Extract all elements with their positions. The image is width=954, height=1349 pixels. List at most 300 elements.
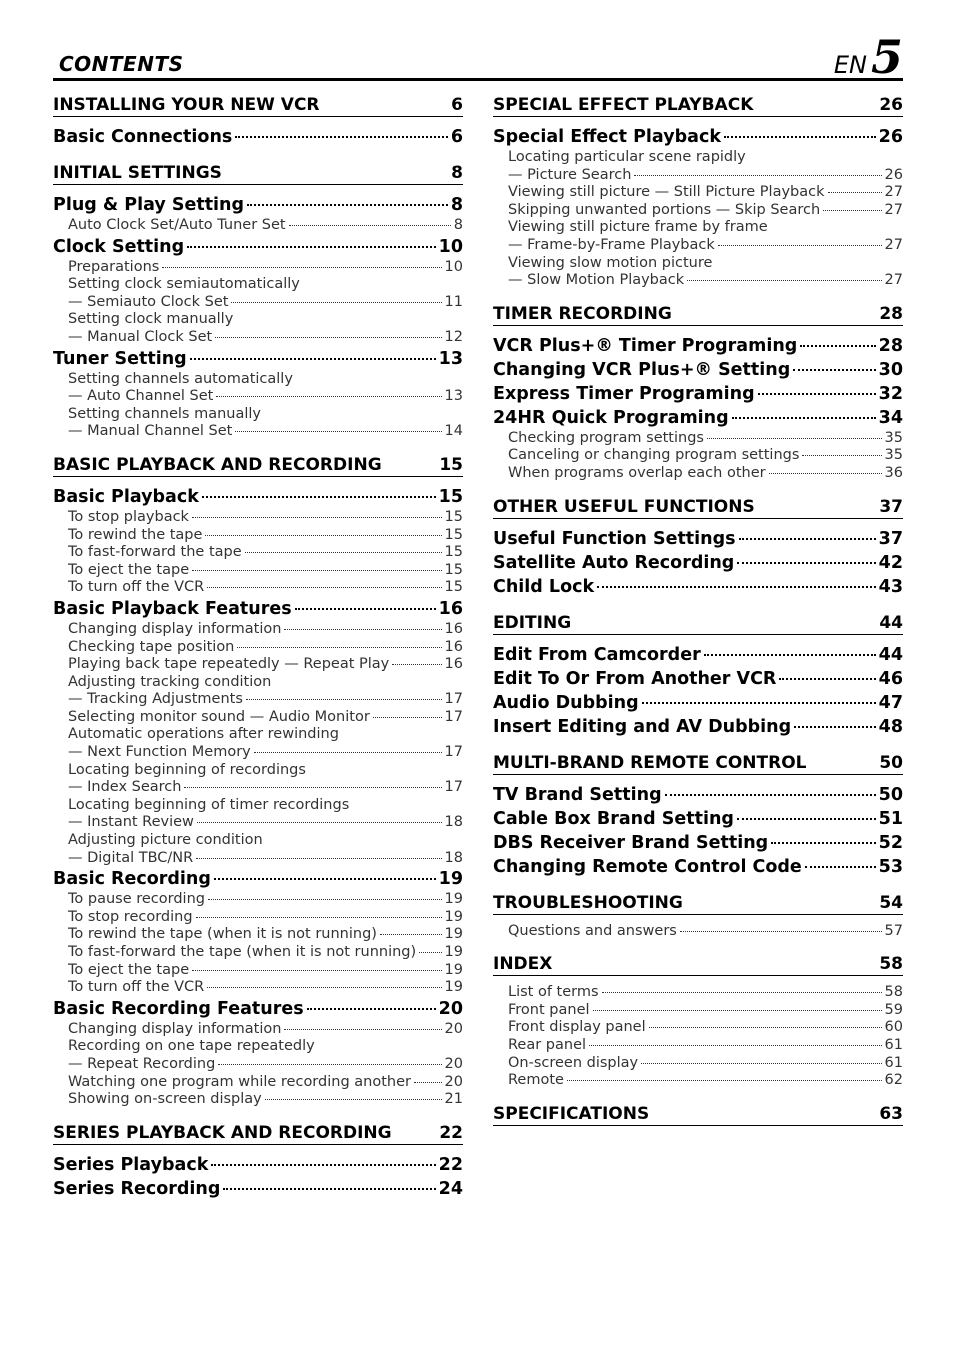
toc-subentry-text (493, 255, 903, 273)
toc-subentry[interactable] (493, 1002, 903, 1020)
entry-title: 24HR Quick Programing (493, 407, 729, 428)
entry-page-number: 16 (444, 656, 463, 673)
toc-column-right (493, 95, 903, 1140)
toc-column-left (53, 95, 463, 1215)
entry-page-number: 35 (884, 447, 903, 464)
section-title: SPECIAL EFFECT PLAYBACK (493, 95, 754, 115)
section-title: BASIC PLAYBACK AND RECORDING (53, 454, 382, 475)
toc-subentry-text (493, 149, 903, 167)
dot-leader (184, 787, 441, 788)
entry-title: — Digital TBC/NR (68, 849, 194, 866)
dot-leader (392, 664, 441, 665)
section-heading[interactable] (53, 95, 463, 117)
toc-subentry-text (53, 797, 463, 815)
language-label: EN (833, 51, 867, 79)
toc-subentry[interactable] (53, 423, 463, 441)
entry-title: — Instant Review (68, 814, 194, 831)
toc-subentry[interactable] (493, 430, 903, 448)
toc-subentry[interactable] (53, 329, 463, 347)
entry-title: Adjusting tracking condition (68, 673, 272, 690)
toc-entry[interactable] (493, 715, 903, 739)
page-header (53, 30, 903, 84)
entry-title: Series Recording (53, 1178, 221, 1199)
toc-subentry[interactable] (53, 579, 463, 597)
toc-section (493, 954, 903, 1090)
dot-leader (704, 654, 876, 656)
entry-title: Audio Dubbing (493, 692, 639, 713)
entry-title: To eject the tape (68, 561, 190, 578)
dot-leader (245, 552, 442, 553)
toc-subentry[interactable] (493, 984, 903, 1002)
entry-page-number: 58 (884, 984, 903, 1001)
entry-title: Plug & Play Setting (53, 195, 245, 215)
section-heading[interactable] (53, 1123, 463, 1145)
toc-subentry[interactable] (493, 923, 903, 941)
section-page-number: 22 (439, 1122, 463, 1143)
entry-title: Locating beginning of timer recordings (68, 796, 350, 813)
section-heading[interactable] (493, 497, 903, 519)
dot-leader (737, 562, 875, 564)
entry-page-number: 10 (438, 236, 463, 257)
entry-title: Setting clock semiautomatically (68, 276, 300, 293)
toc-subentry[interactable] (53, 1091, 463, 1109)
toc-section (493, 1104, 903, 1126)
entry-title: Checking program settings (508, 429, 704, 446)
entry-title: Changing VCR Plus+® Setting (493, 359, 791, 380)
entry-page-number: 27 (884, 184, 903, 201)
toc-entry[interactable] (493, 334, 903, 358)
entry-title: Insert Editing and AV Dubbing (493, 716, 792, 737)
toc-section (493, 304, 903, 483)
entry-title: Child Lock (493, 576, 595, 597)
entry-page-number: 18 (444, 814, 463, 831)
entry-page-number: 15 (444, 561, 463, 578)
entry-title: Canceling or changing program settings (508, 447, 800, 464)
dot-leader (593, 1010, 882, 1011)
entry-page-number: 27 (884, 272, 903, 289)
dot-leader (265, 1099, 442, 1100)
entry-title: Viewing slow motion picture (508, 254, 713, 271)
entry-page-number: 13 (438, 348, 463, 369)
entry-title: Changing Remote Control Code (493, 856, 802, 877)
entry-title: Changing display information (68, 620, 282, 637)
entry-title: Preparations (68, 258, 160, 275)
section-page-number: 28 (879, 303, 903, 324)
entry-page-number: 52 (878, 832, 903, 853)
section-title: SPECIFICATIONS (493, 1103, 650, 1124)
dot-leader (737, 818, 876, 820)
entry-title: To stop playback (68, 508, 189, 525)
section-heading[interactable] (493, 954, 903, 976)
section-title: INSTALLING YOUR NEW VCR (53, 95, 320, 115)
entry-title: Checking tape position (68, 638, 235, 655)
section-page-number: 50 (879, 752, 903, 773)
entry-page-number: 17 (444, 744, 463, 761)
toc-subentry[interactable] (53, 891, 463, 909)
entry-page-number: 57 (884, 922, 903, 939)
toc-subentry-text (493, 219, 903, 237)
section-heading[interactable] (493, 1104, 903, 1126)
entry-title: To rewind the tape (when it is not running) (68, 926, 377, 943)
entry-page-number: 61 (884, 1036, 903, 1053)
dot-leader (307, 1008, 436, 1010)
entry-title: To eject the tape (68, 961, 190, 978)
entry-title: — Manual Channel Set (68, 423, 233, 440)
toc-subentry[interactable] (493, 465, 903, 483)
entry-title: Changing display information (68, 1020, 282, 1037)
entry-title: Front display panel (508, 1019, 646, 1036)
toc-section (493, 497, 903, 599)
toc-subentry[interactable] (493, 184, 903, 202)
entry-page-number: 20 (438, 998, 463, 1019)
toc-entry[interactable] (493, 643, 903, 667)
entry-page-number: 53 (878, 856, 903, 877)
dot-leader (207, 587, 441, 588)
entry-page-number: 37 (878, 528, 903, 549)
toc-entry[interactable] (493, 831, 903, 855)
toc-subentry[interactable] (493, 237, 903, 255)
toc-entry[interactable] (53, 1153, 463, 1177)
entry-title: — Picture Search (508, 166, 632, 183)
entry-title: Auto Clock Set/Auto Tuner Set (68, 217, 286, 233)
entry-title: Setting clock manually (68, 311, 234, 328)
section-page-number: 58 (879, 954, 903, 975)
section-page-number: 8 (451, 163, 463, 183)
toc-subentry[interactable] (53, 691, 463, 709)
entry-title: To rewind the tape (68, 526, 203, 543)
entry-title: Basic Connections (53, 127, 233, 147)
entry-page-number: 10 (444, 258, 463, 275)
entry-title: Questions and answers (508, 922, 677, 939)
entry-title: Selecting monitor sound — Audio Monitor (68, 708, 370, 725)
entry-title: Automatic operations after rewinding (68, 726, 339, 743)
toc-subentry[interactable] (53, 1074, 463, 1092)
entry-title: Playing back tape repeatedly — Repeat Play (68, 656, 390, 673)
toc-entry[interactable] (53, 125, 463, 149)
section-heading[interactable] (493, 95, 903, 117)
toc-entry[interactable] (493, 358, 903, 382)
entry-page-number: 47 (878, 692, 903, 713)
entry-page-number: 15 (444, 579, 463, 596)
section-heading[interactable] (53, 163, 463, 185)
toc-entry[interactable] (493, 667, 903, 691)
section-heading[interactable] (493, 893, 903, 915)
entry-page-number: 15 (438, 486, 463, 507)
toc-subentry[interactable] (53, 850, 463, 868)
section-page-number: 37 (879, 496, 903, 517)
entry-page-number: 19 (438, 869, 463, 890)
toc-subentry[interactable] (493, 1037, 903, 1055)
entry-page-number: 19 (444, 908, 463, 925)
toc-section (493, 613, 903, 739)
entry-title: Adjusting picture condition (68, 832, 263, 849)
entry-page-number: 20 (444, 1073, 463, 1090)
toc-section (493, 95, 903, 290)
dot-leader (235, 136, 447, 138)
entry-page-number: 6 (450, 127, 463, 147)
entry-title: — Next Function Memory (68, 744, 251, 761)
dot-leader (231, 302, 441, 303)
dot-leader (649, 1027, 882, 1028)
entry-title: Edit To Or From Another VCR (493, 668, 777, 689)
entry-page-number: 36 (884, 464, 903, 481)
entry-page-number: 15 (444, 544, 463, 561)
entry-page-number: 13 (444, 388, 463, 405)
toc-subentry[interactable] (53, 656, 463, 674)
entry-page-number: 12 (444, 328, 463, 345)
toc-subentry[interactable] (493, 1055, 903, 1073)
entry-title: Setting channels manually (68, 405, 261, 422)
dot-leader (414, 1082, 442, 1083)
toc-subentry[interactable] (53, 709, 463, 727)
section-page-number: 44 (879, 612, 903, 633)
section-page-number: 63 (879, 1103, 903, 1124)
section-heading[interactable] (493, 613, 903, 635)
toc-subentry[interactable] (53, 217, 463, 235)
dot-leader (739, 538, 876, 540)
dot-leader (215, 337, 441, 338)
toc-entry[interactable] (53, 193, 463, 217)
toc-subentry[interactable] (53, 926, 463, 944)
toc-section (53, 1123, 463, 1201)
entry-title: Basic Playback Features (53, 598, 292, 619)
entry-title: Viewing still picture — Still Picture Playback (508, 184, 825, 201)
section-title: TROUBLESHOOTING (493, 892, 683, 913)
entry-page-number: 34 (878, 407, 903, 428)
toc-entry[interactable] (53, 347, 463, 371)
entry-title: DBS Receiver Brand Setting (493, 832, 769, 853)
dot-leader (211, 1164, 435, 1166)
dot-leader (823, 210, 881, 211)
toc-subentry[interactable] (53, 621, 463, 639)
entry-page-number: 50 (878, 784, 903, 805)
dot-leader (802, 455, 881, 456)
dot-leader (758, 393, 876, 395)
toc-entry[interactable] (493, 807, 903, 831)
entry-title: When programs overlap each other (508, 464, 766, 481)
entry-page-number: 8 (453, 217, 463, 233)
toc-subentry[interactable] (53, 814, 463, 832)
section-page-number: 6 (451, 95, 463, 115)
entry-title: — Tracking Adjustments (68, 691, 243, 708)
dot-leader (707, 438, 882, 439)
entry-title: Basic Recording (53, 869, 211, 890)
entry-page-number: 51 (878, 808, 903, 829)
entry-page-number: 26 (884, 166, 903, 183)
entry-title: To fast-forward the tape (when it is not running) (68, 944, 417, 960)
page-number: 5 (870, 30, 903, 84)
entry-title: — Auto Channel Set (68, 388, 214, 405)
section-heading[interactable] (53, 455, 463, 477)
dot-leader (254, 752, 442, 753)
toc-subentry[interactable] (53, 779, 463, 797)
toc-entry[interactable] (493, 855, 903, 879)
toc-subentry[interactable] (493, 167, 903, 185)
section-title: TIMER RECORDING (493, 303, 672, 324)
entry-page-number: 11 (444, 293, 463, 310)
entry-title: Series Playback (53, 1154, 209, 1175)
dot-leader (162, 267, 441, 268)
dot-leader (769, 473, 882, 474)
toc-entry[interactable] (53, 867, 463, 891)
entry-page-number: 42 (878, 552, 903, 573)
dot-leader (235, 431, 441, 432)
dot-leader (192, 570, 441, 571)
toc-subentry[interactable] (53, 388, 463, 406)
entry-title: — Semiauto Clock Set (68, 293, 229, 310)
entry-page-number: 20 (444, 1020, 463, 1037)
toc-entry[interactable] (493, 575, 903, 599)
entry-page-number: 43 (878, 576, 903, 597)
toc-subentry[interactable] (53, 962, 463, 980)
entry-title: Rear panel (508, 1036, 587, 1053)
toc-entry[interactable] (493, 551, 903, 575)
dot-leader (793, 369, 875, 371)
dot-leader (805, 866, 876, 868)
entry-title: Useful Function Settings (493, 528, 736, 549)
toc-entry[interactable] (493, 783, 903, 807)
entry-title: Remote (508, 1072, 564, 1089)
page-indicator (833, 30, 903, 84)
entry-title: To pause recording (68, 891, 205, 908)
toc-subentry[interactable] (53, 527, 463, 545)
entry-title: Recording on one tape repeatedly (68, 1038, 315, 1055)
dot-leader (419, 952, 441, 953)
toc-subentry[interactable] (493, 272, 903, 290)
toc-subentry[interactable] (53, 259, 463, 277)
dot-leader (634, 175, 881, 176)
contents-title: CONTENTS (59, 52, 184, 76)
toc-subentry[interactable] (493, 447, 903, 465)
toc-entry[interactable] (53, 1177, 463, 1201)
toc-subentry-text (53, 674, 463, 692)
entry-page-number: 16 (444, 638, 463, 655)
entry-title: — Index Search (68, 779, 182, 796)
entry-title: VCR Plus+® Timer Programing (493, 335, 798, 356)
dot-leader (602, 992, 882, 993)
entry-title: To turn off the VCR (68, 979, 205, 996)
entry-title: TV Brand Setting (493, 784, 662, 805)
toc-subentry[interactable] (493, 202, 903, 220)
dot-leader (828, 192, 882, 193)
section-heading[interactable] (493, 304, 903, 326)
entry-page-number: 60 (884, 1019, 903, 1036)
dot-leader (641, 1063, 881, 1064)
dot-leader (718, 245, 882, 246)
toc-subentry[interactable] (53, 979, 463, 997)
toc-entry[interactable] (493, 527, 903, 551)
toc-subentry[interactable] (53, 909, 463, 927)
entry-page-number: 21 (444, 1091, 463, 1108)
entry-title: Edit From Camcorder (493, 644, 701, 665)
toc-subentry[interactable] (53, 1056, 463, 1074)
entry-page-number: 32 (878, 383, 903, 404)
section-title: SERIES PLAYBACK AND RECORDING (53, 1122, 392, 1143)
dot-leader (380, 934, 442, 935)
section-heading[interactable] (493, 753, 903, 775)
entry-page-number: 48 (878, 716, 903, 737)
section-title: OTHER USEFUL FUNCTIONS (493, 496, 755, 517)
toc-subentry[interactable] (53, 1021, 463, 1039)
dot-leader (207, 987, 441, 988)
toc-subentry[interactable] (53, 294, 463, 312)
toc-subentry[interactable] (53, 744, 463, 762)
entry-title: On-screen display (508, 1054, 639, 1071)
entry-page-number: 15 (444, 526, 463, 543)
toc-subentry[interactable] (53, 562, 463, 580)
entry-title: Basic Recording Features (53, 998, 304, 1019)
toc-entry[interactable] (493, 691, 903, 715)
dot-leader (597, 586, 876, 588)
toc-section (53, 163, 463, 441)
toc-subentry[interactable] (493, 1072, 903, 1090)
toc-subentry[interactable] (53, 509, 463, 527)
dot-leader (208, 899, 442, 900)
entry-page-number: 16 (438, 598, 463, 619)
toc-subentry[interactable] (53, 944, 463, 962)
dot-leader (192, 970, 441, 971)
toc-entry[interactable] (53, 235, 463, 259)
entry-page-number: 30 (878, 359, 903, 380)
entry-title: Cable Box Brand Setting (493, 808, 734, 829)
entry-page-number: 27 (884, 201, 903, 218)
dot-leader (223, 1188, 435, 1190)
dot-leader (665, 794, 876, 796)
entry-title: — Slow Motion Playback (508, 272, 685, 289)
entry-page-number: 19 (444, 979, 463, 996)
entry-title: Viewing still picture frame by frame (508, 219, 768, 236)
entry-title: Showing on-screen display (68, 1091, 262, 1108)
toc-entry[interactable] (53, 997, 463, 1021)
toc-entry[interactable] (493, 382, 903, 406)
toc-subentry-text (53, 371, 463, 389)
dot-leader (289, 225, 451, 226)
entry-title: Skipping unwanted portions — Skip Search (508, 201, 821, 218)
dot-leader (197, 822, 442, 823)
toc-section (53, 455, 463, 1109)
section-title: INDEX (493, 954, 553, 975)
dot-leader (680, 931, 882, 932)
section-page-number: 15 (439, 454, 463, 475)
toc-subentry-text (53, 1038, 463, 1056)
toc-subentry[interactable] (53, 639, 463, 657)
entry-title: To stop recording (68, 908, 193, 925)
toc-entry[interactable] (493, 406, 903, 430)
entry-title: Locating beginning of recordings (68, 761, 306, 778)
dot-leader (192, 517, 442, 518)
entry-title: Basic Playback (53, 486, 199, 507)
dot-leader (216, 396, 441, 397)
toc-subentry[interactable] (53, 544, 463, 562)
toc-entry[interactable] (493, 125, 903, 149)
dot-leader (247, 204, 448, 206)
dot-leader (202, 496, 436, 498)
dot-leader (771, 842, 875, 844)
dot-leader (642, 702, 876, 704)
toc-section (493, 753, 903, 879)
entry-title: Satellite Auto Recording (493, 552, 735, 573)
entry-page-number: 26 (878, 127, 903, 147)
dot-leader (284, 629, 441, 630)
toc-entry[interactable] (53, 485, 463, 509)
entry-page-number: 19 (444, 944, 463, 960)
dot-leader (187, 246, 435, 248)
entry-title: — Manual Clock Set (68, 328, 213, 345)
toc-subentry[interactable] (493, 1019, 903, 1037)
dot-leader (732, 417, 876, 419)
entry-page-number: 17 (444, 691, 463, 708)
toc-entry[interactable] (53, 597, 463, 621)
